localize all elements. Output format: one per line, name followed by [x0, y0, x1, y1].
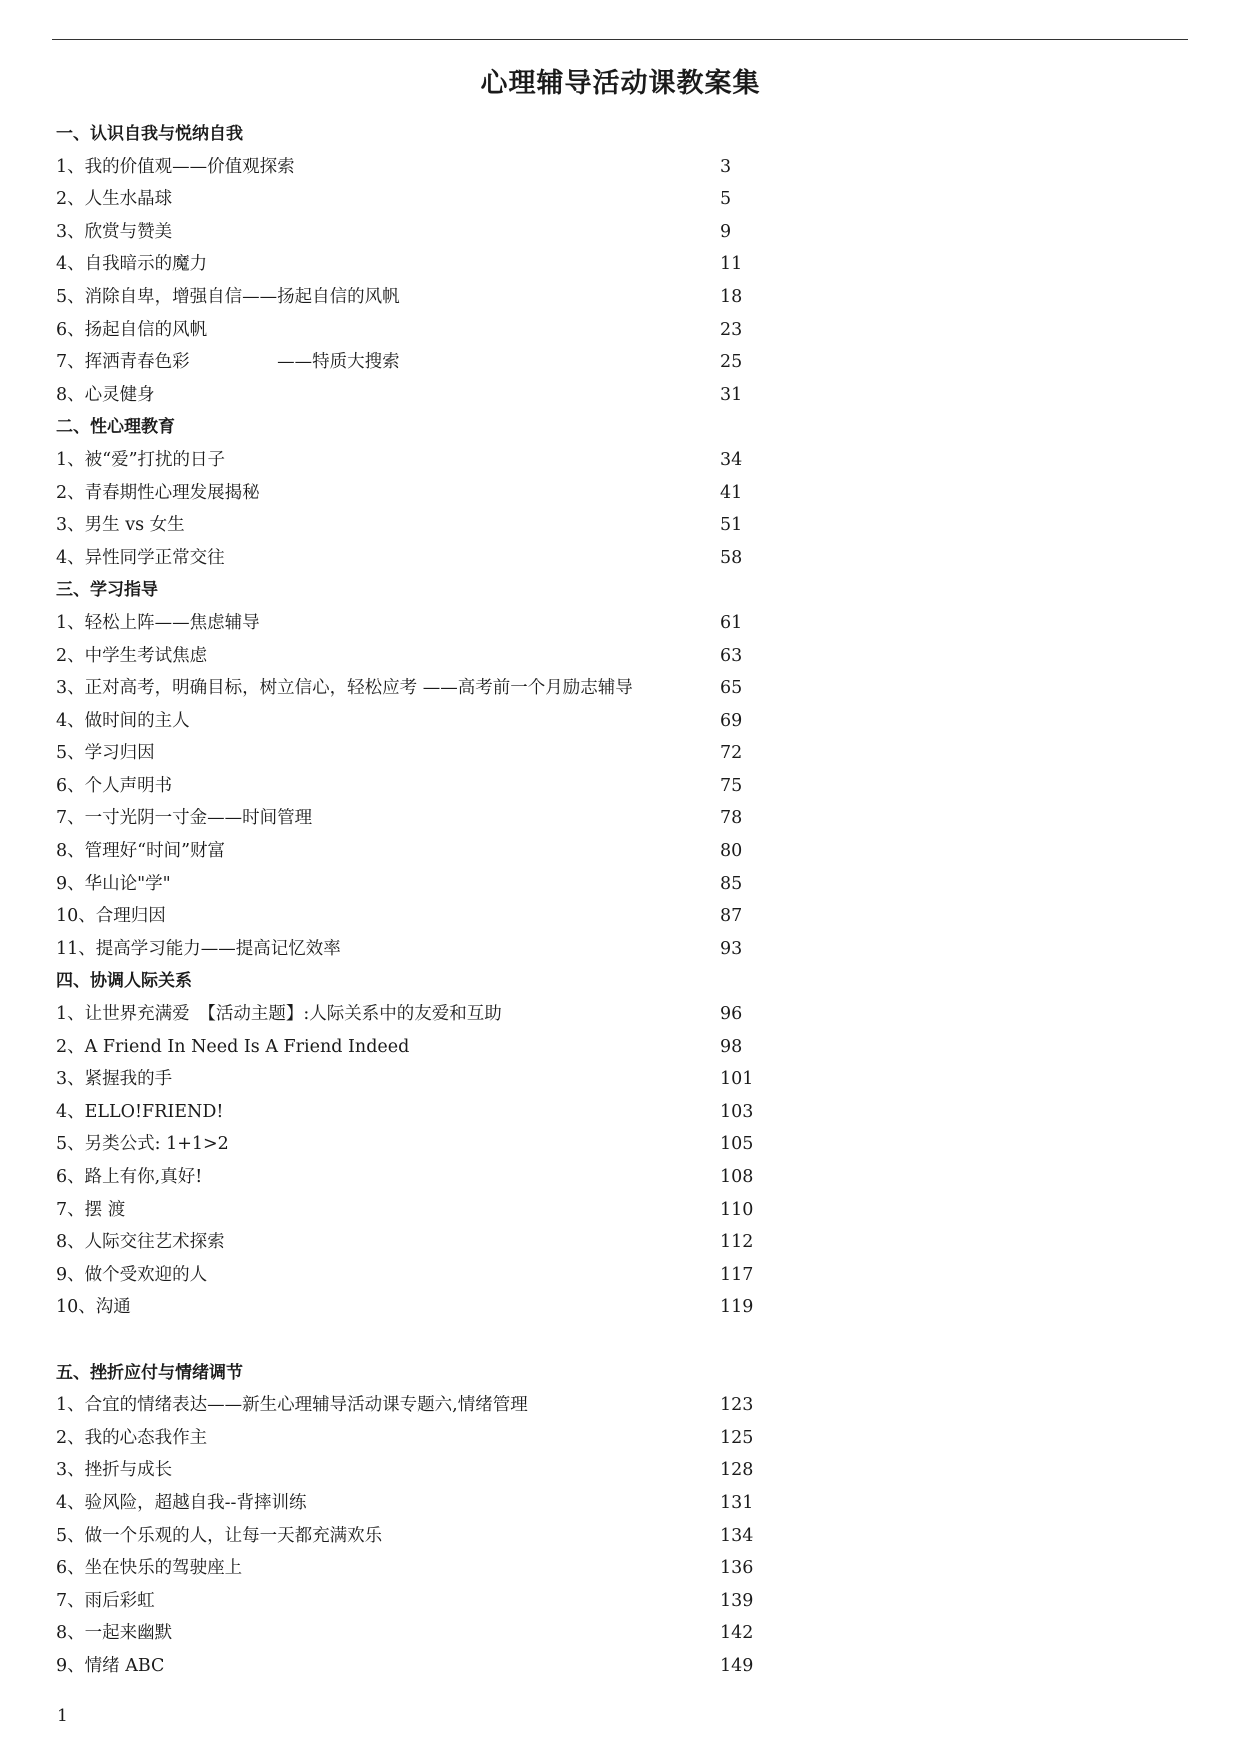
toc-entry [56, 314, 816, 347]
toc-entry [56, 1259, 816, 1292]
toc-entry-page: 108 [720, 1167, 754, 1187]
toc-entry-title: 7、一寸光阴一寸金——时间管理 [56, 808, 313, 829]
toc-entry-page: 110 [720, 1199, 754, 1220]
toc-entry [56, 1096, 816, 1129]
toc-entry [56, 1617, 816, 1650]
toc-entry-title: 8、人际交往艺术探索 [56, 1232, 225, 1253]
toc-entry [56, 705, 816, 738]
toc-entry [56, 737, 816, 770]
toc-entry-title: 2、中学生考试焦虑 [56, 645, 208, 666]
toc-entry [56, 1552, 816, 1585]
toc-entry-page: 41 [720, 482, 743, 503]
toc-entry-title: 8、一起来幽默 [56, 1623, 173, 1644]
toc-entry-title: 8、心灵健身 [56, 384, 155, 405]
toc-entry-title: 9、情绪 ABC [56, 1655, 165, 1676]
toc-entry-title: 2、我的心态我作主 [56, 1427, 208, 1448]
toc-entry-page: 65 [720, 678, 743, 699]
toc-entry-title: 1、被“爱”打扰的日子 [56, 449, 226, 470]
toc-entry-page: 131 [720, 1492, 754, 1513]
toc-entry [56, 1422, 816, 1455]
toc-entry [56, 542, 816, 575]
toc-entry [56, 1063, 816, 1096]
toc-entry-page: 23 [720, 319, 743, 340]
section-heading: 五、挫折应付与情绪调节 [56, 1362, 243, 1383]
toc-entry-page: 93 [720, 938, 743, 959]
toc-entry [56, 248, 816, 281]
toc-entry-title: 7、挥洒青春色彩 ——特质大搜索 [56, 352, 400, 373]
toc-entry-page: 63 [720, 645, 743, 666]
toc-entry-title: 10、沟通 [56, 1297, 131, 1318]
toc-entry-page: 61 [720, 612, 743, 633]
section-heading: 四、协调人际关系 [56, 971, 192, 992]
toc-entry-title: 3、欣赏与赞美 [56, 221, 173, 242]
toc-entry [56, 1031, 816, 1064]
toc-entry-page: 119 [720, 1297, 754, 1318]
toc-entry [56, 281, 816, 314]
toc-entry-page: 85 [720, 873, 743, 894]
toc-entry [56, 998, 816, 1031]
toc-entry-page: 112 [720, 1232, 754, 1253]
toc-entry [56, 509, 816, 542]
toc-entry-title: 1、合宜的情绪表达——新生心理辅导活动课专题六,情绪管理 [56, 1395, 528, 1416]
toc-entry-page: 139 [720, 1590, 754, 1611]
toc-entry [56, 607, 816, 640]
toc-entry-title: 1、让世界充满爱 【活动主题】:人际关系中的友爱和互助 [56, 1004, 502, 1025]
toc-entry [56, 1226, 816, 1259]
toc-entry-page: 9 [720, 221, 732, 242]
toc-entry [56, 1161, 816, 1194]
toc-entry-page: 34 [720, 449, 743, 470]
toc-entry-title: 5、做一个乐观的人，让每一天都充满欢乐 [56, 1525, 383, 1546]
toc-entry-page: 25 [720, 352, 743, 373]
toc-entry-page: 125 [720, 1427, 754, 1448]
toc-entry-page: 69 [720, 710, 743, 731]
toc-entry [56, 640, 816, 673]
toc-entry-title: 4、ELLO!FRIEND! [56, 1101, 224, 1122]
toc-entry-page: 105 [720, 1134, 754, 1155]
toc-entry [56, 1585, 816, 1618]
toc-entry [56, 346, 816, 379]
document-title: 心理辅导活动课教案集 [480, 68, 761, 99]
toc-entry-title: 11、提高学习能力——提高记忆效率 [56, 938, 341, 959]
toc-entry-title: 1、轻松上阵——焦虑辅导 [56, 612, 260, 633]
toc-entry-page: 123 [720, 1395, 754, 1416]
toc-entry-title: 2、人生水晶球 [56, 189, 173, 210]
toc-entry-page: 5 [720, 189, 732, 210]
toc-entry [56, 379, 816, 412]
toc-entry [56, 1389, 816, 1422]
toc-entry [56, 1194, 816, 1227]
toc-entry-title: 6、路上有你,真好! [56, 1167, 203, 1187]
toc-entry-title: 3、紧握我的手 [56, 1069, 173, 1090]
toc-entry-title: 5、学习归因 [56, 743, 155, 764]
toc-entry [56, 802, 816, 835]
toc-entry-page: 142 [720, 1623, 754, 1644]
toc-entry-page: 11 [720, 254, 743, 275]
toc-entry-page: 87 [720, 906, 743, 927]
section-heading: 三、学习指导 [56, 580, 158, 601]
toc-entry [56, 1291, 816, 1324]
toc-entry-page: 98 [720, 1036, 743, 1057]
toc-entry-title: 2、A Friend In Need Is A Friend Indeed [56, 1036, 410, 1057]
toc-entry-title: 8、管理好“时间”财富 [56, 841, 226, 862]
toc-entry-page: 51 [720, 515, 743, 536]
toc-entry [56, 1454, 816, 1487]
toc-entry [56, 1650, 816, 1683]
toc-entry-page: 149 [720, 1655, 754, 1676]
toc-entry-title: 4、验风险，超越自我--背摔训练 [56, 1492, 307, 1513]
toc-entry [56, 444, 816, 477]
toc-entry-title: 4、做时间的主人 [56, 710, 190, 731]
toc-entry-page: 117 [720, 1264, 754, 1285]
toc-entry [56, 477, 816, 510]
toc-entry-page: 101 [720, 1069, 754, 1090]
toc-entry-page: 128 [720, 1460, 754, 1481]
toc-entry [56, 770, 816, 803]
toc-entry-title: 6、坐在快乐的驾驶座上 [56, 1558, 243, 1579]
toc-entry-title: 5、消除自卑，增强自信——扬起自信的风帆 [56, 286, 400, 307]
toc-entry-page: 3 [720, 156, 732, 177]
toc-entry-page: 72 [720, 743, 743, 764]
toc-entry [56, 1520, 816, 1553]
toc-entry-title: 2、青春期性心理发展揭秘 [56, 482, 260, 503]
header-rule [52, 39, 1188, 40]
toc-entry-title: 4、异性同学正常交往 [56, 547, 225, 568]
toc-entry-title: 7、雨后彩虹 [56, 1590, 155, 1611]
page-number: 1 [57, 1706, 68, 1726]
toc-entry-title: 6、个人声明书 [56, 775, 173, 796]
toc-entry-title: 1、我的价值观——价值观探索 [56, 156, 295, 177]
toc-entry-page: 103 [720, 1101, 754, 1122]
toc-entry-page: 31 [720, 384, 743, 405]
section-heading: 一、认识自我与悦纳自我 [56, 124, 243, 144]
toc-entry-page: 18 [720, 286, 743, 307]
toc-entry [56, 183, 816, 216]
toc-entry-page: 75 [720, 775, 743, 796]
toc-entry [56, 1487, 816, 1520]
toc-entry-page: 78 [720, 808, 743, 829]
toc-entry-title: 9、做个受欢迎的人 [56, 1264, 208, 1285]
toc-entry [56, 933, 816, 966]
toc-entry-page: 136 [720, 1558, 754, 1579]
toc-entry [56, 672, 816, 705]
toc-entry-title: 6、扬起自信的风帆 [56, 319, 208, 340]
toc-entry-title: 9、华山论"学" [56, 873, 171, 894]
toc-entry [56, 216, 816, 249]
toc-entry-title: 10、合理归因 [56, 906, 166, 927]
toc-entry-page: 96 [720, 1004, 743, 1025]
toc-entry-page: 80 [720, 841, 743, 862]
toc-entry [56, 900, 816, 933]
toc-entry-page: 134 [720, 1525, 754, 1546]
toc-entry-title: 7、摆 渡 [56, 1199, 126, 1220]
toc-entry-title: 3、挫折与成长 [56, 1460, 173, 1481]
section-heading: 二、性心理教育 [56, 417, 175, 438]
toc-entry [56, 835, 816, 868]
toc-entry [56, 868, 816, 901]
toc-entry-title: 5、另类公式: 1+1>2 [56, 1134, 229, 1155]
toc-entry-title: 4、自我暗示的魔力 [56, 254, 208, 275]
toc-entry-page: 58 [720, 547, 743, 568]
toc-entry [56, 1128, 816, 1161]
toc-entry [56, 151, 816, 184]
toc-entry-title: 3、男生 vs 女生 [56, 515, 185, 536]
table-of-contents [56, 118, 816, 1683]
toc-entry-title: 3、正对高考，明确目标，树立信心，轻松应考 ——高考前一个月励志辅导 [56, 678, 633, 699]
